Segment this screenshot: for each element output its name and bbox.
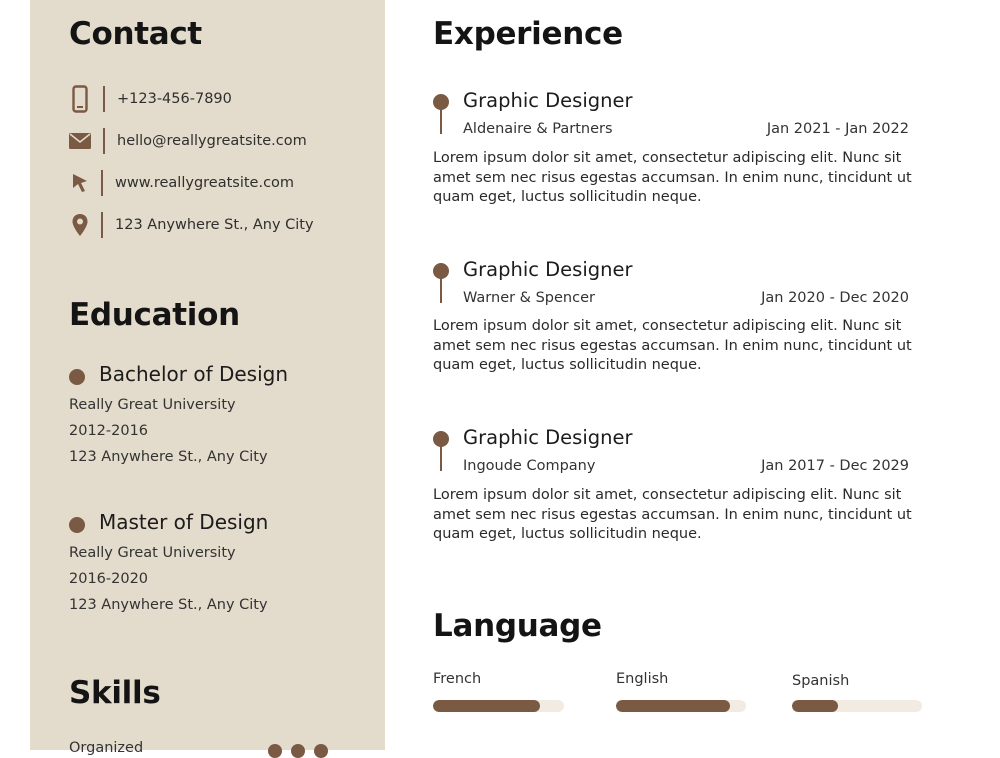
skill-level-dot-icon (314, 744, 328, 758)
education-school: Really Great University (69, 545, 236, 561)
experience-heading: Experience (433, 16, 623, 52)
skill-level-dot-icon (291, 744, 305, 758)
contact-divider (101, 212, 103, 238)
mail-icon (67, 127, 93, 155)
language-name: French (433, 671, 482, 687)
job-description: Lorem ipsum dolor sit amet, consectetur adipiscing elit. Nunc sit amet sem nec risus egestas accumsan. In enim nunc, tincidunt ut quam eget, luctus sollicitudin neque. (433, 487, 912, 542)
job-dates: Jan 2020 - Dec 2020 (761, 290, 909, 306)
bullet-dot-icon (69, 369, 85, 385)
language-name: Spanish (792, 673, 850, 689)
education-degree: Bachelor of Design (99, 362, 289, 386)
bullet-dot-icon (69, 517, 85, 533)
job-title: Graphic Designer (463, 426, 633, 449)
education-address: 123 Anywhere St., Any City (69, 597, 268, 613)
contact-email (67, 127, 307, 155)
job-company: Warner & Spencer (463, 290, 595, 306)
phone-icon (67, 85, 93, 113)
skill-name: Organized (69, 740, 144, 756)
email-link[interactable]: hello@reallygreatsite.com (117, 133, 307, 149)
language-bar-fill (616, 700, 730, 712)
job-description: Lorem ipsum dolor sit amet, consectetur adipiscing elit. Nunc sit amet sem nec risus egestas accumsan. In enim nunc, tincidunt ut quam eget, luctus sollicitudin neque. (433, 318, 912, 373)
education-school: Really Great University (69, 397, 236, 413)
timeline-pin-stem (440, 277, 442, 303)
timeline-pin-stem (440, 445, 442, 471)
contact-address (67, 211, 314, 239)
language-bar (616, 700, 746, 712)
language-bar (792, 700, 922, 712)
education-heading: Education (69, 297, 240, 333)
contact-divider (103, 128, 105, 154)
contact-heading: Contact (69, 16, 202, 52)
location-icon (67, 211, 93, 239)
skills-heading: Skills (69, 675, 161, 711)
job-company: Ingoude Company (463, 458, 596, 474)
job-dates: Jan 2017 - Dec 2029 (761, 458, 909, 474)
education-degree: Master of Design (99, 510, 269, 534)
education-years: 2016-2020 (69, 571, 149, 587)
contact-divider (103, 86, 105, 112)
job-dates: Jan 2021 - Jan 2022 (766, 121, 909, 137)
job-company: Aldenaire & Partners (463, 121, 613, 137)
address-text: 123 Anywhere St., Any City (115, 217, 314, 233)
language-heading: Language (433, 608, 602, 644)
contact-website (67, 169, 294, 197)
language-bar-fill (433, 700, 540, 712)
job-title: Graphic Designer (463, 258, 633, 281)
language-bar (433, 700, 564, 712)
contact-phone (67, 85, 232, 113)
education-address: 123 Anywhere St., Any City (69, 449, 268, 465)
phone-number: +123-456-7890 (117, 91, 232, 107)
contact-divider (101, 170, 103, 196)
education-years: 2012-2016 (69, 423, 149, 439)
cursor-icon (67, 169, 93, 197)
language-bar-fill (792, 700, 838, 712)
language-name: English (616, 671, 669, 687)
job-description: Lorem ipsum dolor sit amet, consectetur adipiscing elit. Nunc sit amet sem nec risus egestas accumsan. In enim nunc, tincidunt ut quam eget, luctus sollicitudin neque. (433, 150, 912, 205)
timeline-pin-stem (440, 108, 442, 134)
website-link[interactable]: www.reallygreatsite.com (115, 175, 295, 191)
job-title: Graphic Designer (463, 89, 633, 112)
skill-level-dot-icon (268, 744, 282, 758)
